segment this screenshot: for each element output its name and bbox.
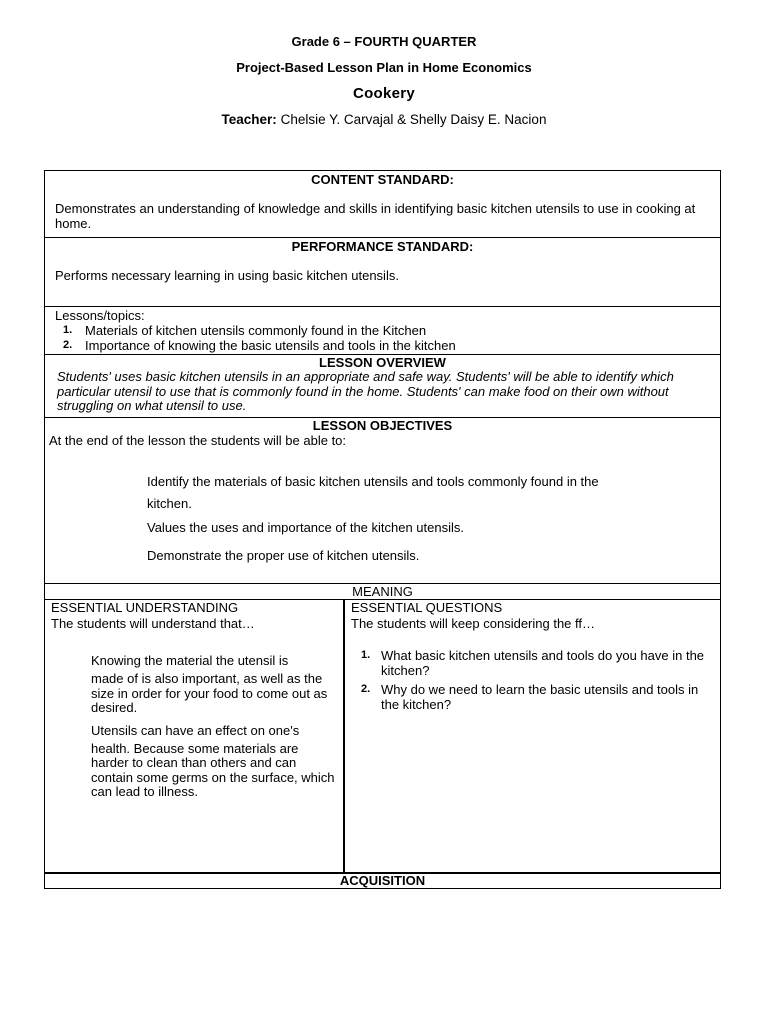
content-standard-text: Demonstrates an understanding of knowledge and skills in identifying basic kitchen utensils to use in cooking at home. (55, 201, 696, 231)
performance-standard-title: PERFORMANCE STANDARD: (291, 239, 474, 254)
performance-standard-section (44, 237, 721, 306)
objectives-title: LESSON OBJECTIVES (312, 418, 453, 433)
subject-title: Cookery (352, 85, 416, 102)
eu-paragraph-1: Knowing the material the utensil is made of is also important, as well as the size in order for your food to come out as desired. (91, 653, 328, 715)
list-item: 2. Importance of knowing the basic utensils and tools in the kitchen (63, 338, 456, 353)
objectives-intro: At the end of the lesson the students will be able to: (49, 433, 347, 448)
list-item: kitchen. (147, 496, 192, 511)
teacher-line (0, 112, 768, 127)
eq-title: ESSENTIAL QUESTIONS (351, 600, 503, 615)
content-standard-title: CONTENT STANDARD: (311, 172, 454, 187)
acquisition-title: ACQUISITION (339, 873, 426, 888)
eq-intro: The students will keep considering the ff… (351, 616, 596, 631)
overview-section (44, 354, 721, 417)
meaning-columns (44, 599, 721, 872)
list-item: Identify the materials of basic kitchen utensils and tools commonly found in the (147, 474, 599, 489)
essential-understanding-column (45, 600, 345, 872)
teacher-names: Chelsie Y. Carvajal & Shelly Daisy E. Nacion (280, 112, 547, 127)
teacher-label: Teacher: (221, 112, 277, 127)
objectives-list (147, 471, 599, 567)
overview-title: LESSON OVERVIEW (319, 355, 446, 370)
list-item: Demonstrate the proper use of kitchen utensils. (147, 548, 420, 563)
plan-title: Project-Based Lesson Plan in Home Economics (236, 60, 532, 75)
list-item: 1. What basic kitchen utensils and tools do you have in the kitchen? (361, 648, 705, 678)
performance-standard-text: Performs necessary learning in using basic kitchen utensils. (55, 268, 399, 283)
eu-intro: The students will understand that… (51, 616, 255, 631)
list-item: 1. Materials of kitchen utensils commonly found in the Kitchen (63, 323, 427, 338)
objectives-section (44, 417, 721, 583)
essential-questions-column (345, 600, 720, 872)
list-item: 2. Why do we need to learn the basic utensils and tools in the kitchen? (361, 682, 699, 712)
eq-list (351, 648, 720, 712)
overview-text: Students' uses basic kitchen utensils in an appropriate and safe way. Students' will be able to identify which particular utensil to use that is commonly found in the home. Students' can make food on their own without struggling on what utensil to use. (57, 369, 674, 413)
eu-paragraph-2: Utensils can have an effect on one's health. Because some materials are harder to clean than others and can contain some germs on the surface, which can lead to illness. (91, 722, 335, 799)
lessons-section (44, 306, 721, 354)
list-item: Values the uses and importance of the kitchen utensils. (147, 520, 465, 535)
lesson-plan-table (44, 170, 721, 889)
lessons-list (45, 323, 720, 353)
meaning-title: MEANING (44, 583, 721, 599)
lessons-label: Lessons/topics: (55, 308, 145, 323)
content-standard-section (44, 170, 721, 237)
acquisition-section (44, 872, 721, 889)
grade-heading: Grade 6 – FOURTH QUARTER (291, 34, 477, 49)
eu-title: ESSENTIAL UNDERSTANDING (51, 600, 239, 615)
